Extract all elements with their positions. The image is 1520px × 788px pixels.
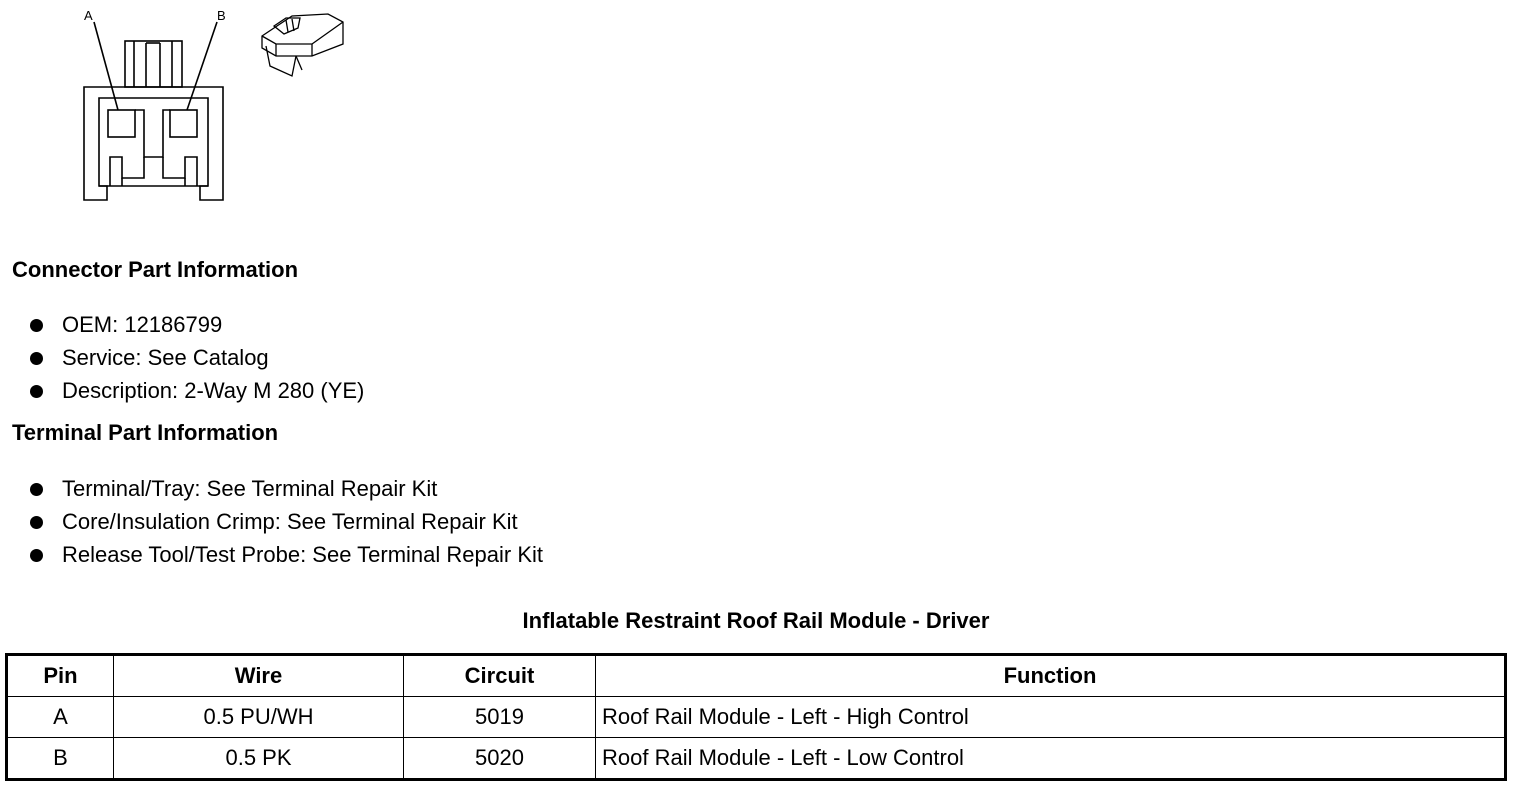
terminal-part-list	[28, 472, 543, 571]
pin-a-label: A	[84, 8, 93, 23]
list-item	[28, 308, 364, 341]
list-item-text: Core/Insulation Crimp: See Terminal Repair Kit	[62, 509, 518, 534]
connector-part-heading: Connector Part Information	[12, 257, 299, 282]
table-row	[7, 697, 1506, 738]
bullet-icon	[30, 352, 43, 365]
table-row	[7, 738, 1506, 780]
connector-isometric-icon	[262, 14, 343, 76]
bullet-icon	[30, 385, 43, 398]
cell-circuit: 5020	[404, 738, 596, 780]
list-item	[28, 374, 364, 407]
cell-function: Roof Rail Module - Left - High Control	[596, 697, 1506, 738]
bullet-icon	[30, 319, 43, 332]
cell-pin: B	[7, 738, 114, 780]
list-item-text: Description: 2-Way M 280 (YE)	[62, 378, 365, 403]
connector-diagram	[60, 0, 360, 210]
list-item	[28, 472, 543, 505]
bullet-icon	[30, 516, 43, 529]
header-circuit: Circuit	[404, 655, 596, 697]
cell-circuit: 5019	[404, 697, 596, 738]
cell-pin: A	[7, 697, 114, 738]
list-item-text: OEM: 12186799	[62, 312, 223, 337]
header-wire: Wire	[114, 655, 404, 697]
connector-face-drawing	[60, 0, 360, 210]
list-item	[28, 538, 543, 571]
cell-function: Roof Rail Module - Left - Low Control	[596, 738, 1506, 780]
pin-b-label: B	[217, 8, 226, 23]
bullet-icon	[30, 549, 43, 562]
list-item-text: Release Tool/Test Probe: See Terminal Repair Kit	[62, 542, 543, 567]
table-header-row	[7, 655, 1506, 697]
cell-wire: 0.5 PK	[114, 738, 404, 780]
list-item	[28, 505, 543, 538]
connector-part-list	[28, 308, 364, 407]
list-item	[28, 341, 364, 374]
list-item-text: Terminal/Tray: See Terminal Repair Kit	[62, 476, 438, 501]
cell-wire: 0.5 PU/WH	[114, 697, 404, 738]
list-item-text: Service: See Catalog	[62, 345, 269, 370]
table-title: Inflatable Restraint Roof Rail Module - Driver	[522, 608, 990, 633]
header-pin: Pin	[7, 655, 114, 697]
terminal-part-heading: Terminal Part Information	[12, 420, 279, 445]
bullet-icon	[30, 483, 43, 496]
header-function: Function	[596, 655, 1506, 697]
pinout-table	[5, 653, 1507, 781]
